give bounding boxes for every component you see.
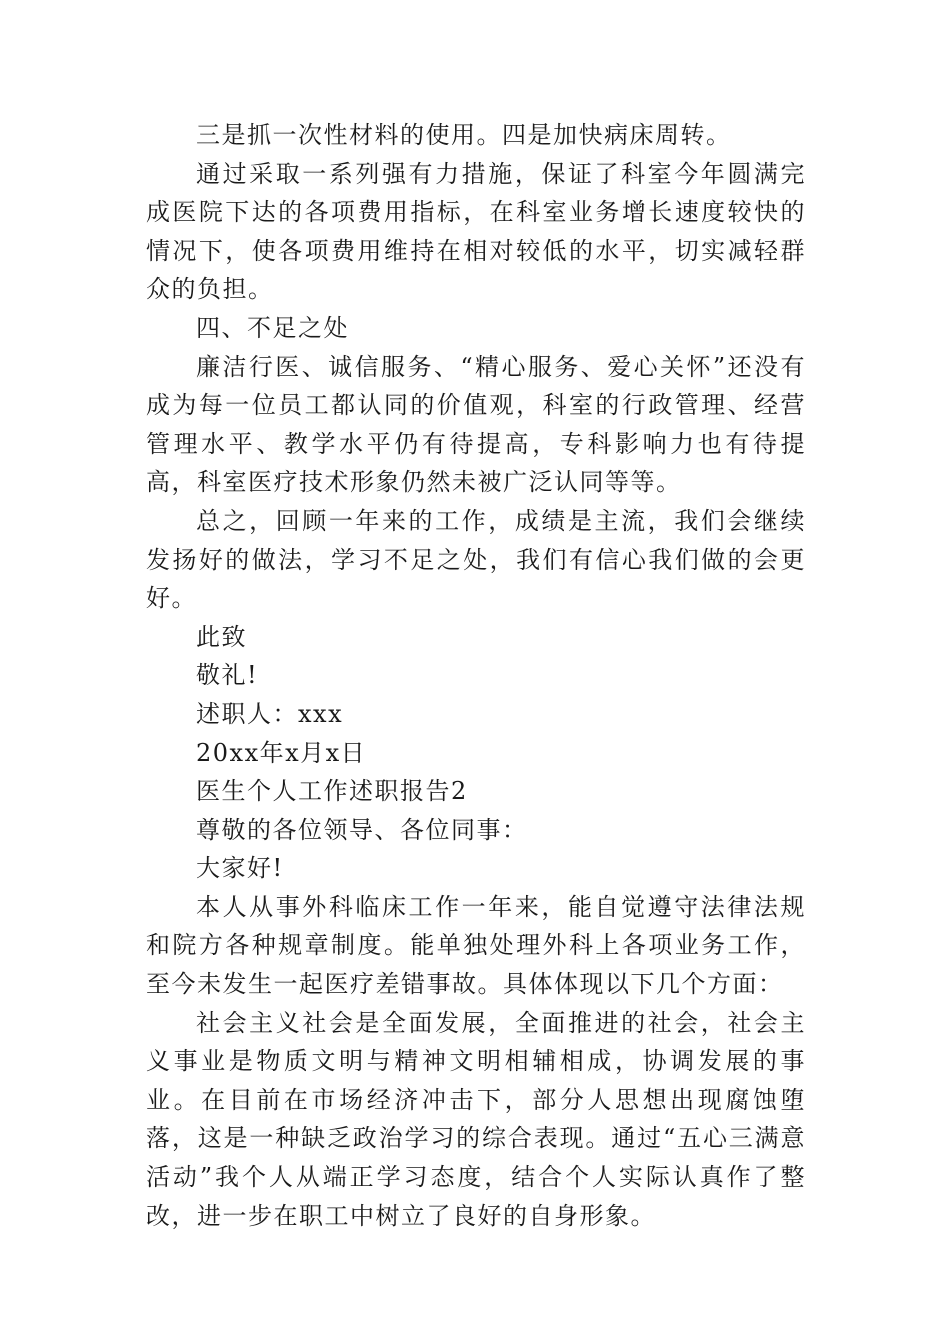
report-date: 20xx年x月x日 xyxy=(196,738,367,767)
document-body xyxy=(146,116,806,1235)
closing-salutation: 此致 xyxy=(196,622,247,651)
paragraph-measures-result: 通过采取一系列强有力措施，保证了科室今年圆满完成医院下达的各项费用指标，在科室业务增长速度较快的情况下，使各项费用维持在相对较低的水平，切实减轻群众的负担。 xyxy=(146,159,806,304)
closing-regards: 敬礼! xyxy=(196,661,259,690)
reporter-signature: 述职人：xxx xyxy=(196,699,344,728)
report-2-greeting-leaders: 尊敬的各位领导、各位同事： xyxy=(196,815,528,844)
report-2-greeting-all: 大家好! xyxy=(196,854,284,883)
report-2-political-study: 社会主义社会是全面发展，全面推进的社会，社会主义事业是物质文明与精神文明相辅相成，协调发展的事业。在目前在市场经济冲击下，部分人思想出现腐蚀堕落，这是一种缺乏政治学习的综合表现。通过“五心三满意活动”我个人从端正学习态度，结合个人实际认真作了整改，进一步在职工中树立了良好的自身形象。 xyxy=(146,1008,806,1230)
report-2-title: 医生个人工作述职报告2 xyxy=(196,777,468,806)
report-2-intro: 本人从事外科临床工作一年来，能自觉遵守法律法规和院方各种规章制度。能单独处理外科上各项业务工作，至今未发生一起医疗差错事故。具体体现以下几个方面： xyxy=(146,892,806,999)
section-heading-shortcomings: 四、不足之处 xyxy=(196,313,349,342)
paragraph-conclusion: 总之，回顾一年来的工作，成绩是主流，我们会继续发扬好的做法，学习不足之处，我们有信心我们做的会更好。 xyxy=(146,506,806,613)
paragraph-shortcomings: 廉洁行医、诚信服务、“精心服务、爱心关怀”还没有成为每一位员工都认同的价值观，科室的行政管理、经营管理水平、教学水平仍有待提高，专科影响力也有待提高，科室医疗技术形象仍然未被广泛认同等等。 xyxy=(146,352,806,497)
paragraph-material-usage: 三是抓一次性材料的使用。四是加快病床周转。 xyxy=(196,121,732,149)
